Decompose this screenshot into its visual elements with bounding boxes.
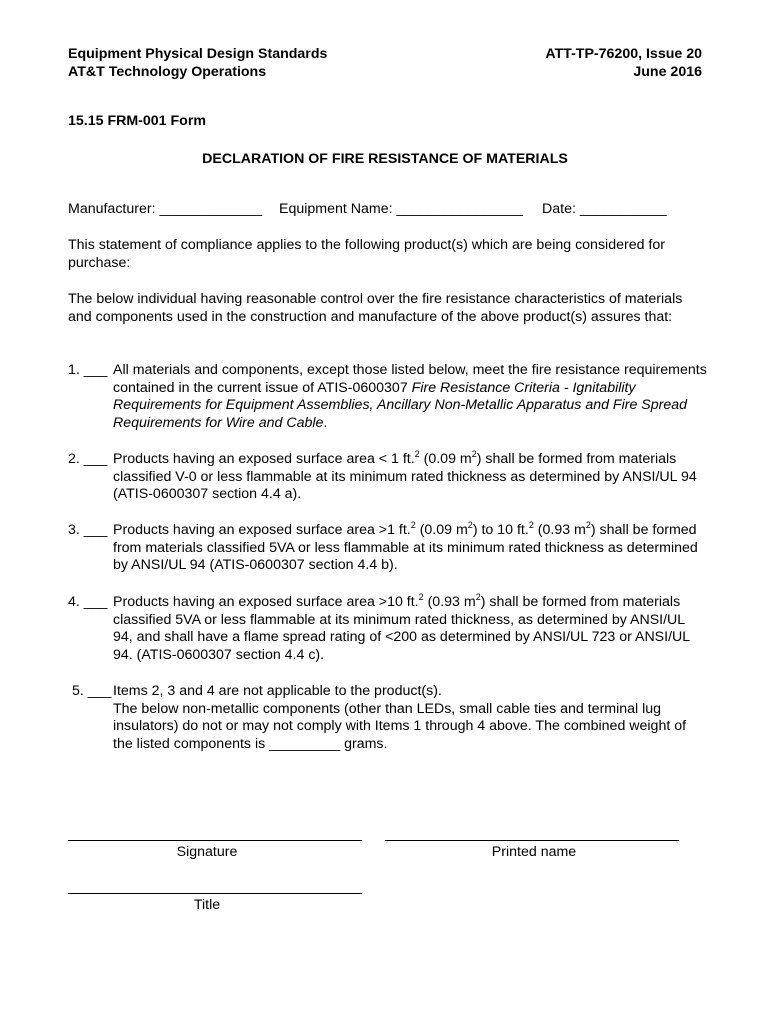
title-label: Title — [193, 897, 221, 913]
item-3-checkbox-line[interactable]: 3. ___ — [68, 522, 108, 538]
printed-name-line[interactable] — [385, 840, 679, 841]
item-2-sup-2: 2 — [471, 449, 477, 459]
item-3-text-c: ) to 10 ft. — [472, 522, 529, 538]
item-5-checkbox-line[interactable]: 5. ___ — [72, 683, 112, 699]
title-line[interactable] — [68, 893, 362, 894]
item-4-sup-1: 2 — [418, 592, 424, 602]
list-item — [68, 522, 708, 575]
list-item — [72, 683, 708, 753]
item-4-checkbox-line[interactable]: 4. ___ — [68, 594, 108, 610]
item-2-text-a: Products having an exposed surface area < 1 ft. — [113, 451, 415, 467]
item-2-sup-1: 2 — [414, 449, 420, 459]
header-doc-number: ATT-TP-76200, Issue 20 — [545, 46, 702, 62]
item-1-checkbox-line[interactable]: 1. ___ — [68, 362, 108, 378]
item-4-text-c: ) shall be formed from materials classified 5VA or less flammable at its minimum rated thickness, as determined by ANSI/UL 94, and shall have a flame spread rating of <200 as determined by ANSI/UL 723 or ANSI/UL 94. (ATIS-0600307 section 4.4 c). — [113, 594, 690, 663]
item-3-sup-2: 2 — [467, 520, 473, 530]
item-1-text: All materials and components, except those listed below, meet the fire resistance requirements contained in the current issue of ATIS-0600307 — [113, 362, 707, 396]
item-4-text-b: (0.93 m — [423, 594, 476, 610]
item-3-text-d: (0.93 m — [533, 522, 586, 538]
list-item — [68, 451, 708, 504]
equipment-name-field[interactable]: Equipment Name: ________________ — [279, 201, 523, 217]
header-org: AT&T Technology Operations — [68, 64, 267, 80]
signature-line[interactable] — [68, 840, 362, 841]
item-4-sup-2: 2 — [475, 592, 481, 602]
signature-label: Signature — [176, 844, 238, 860]
assurance-statement: The below individual having reasonable control over the fire resistance characteristics of materials and components used in the construction and manufacture of the above product(s) assures that: — [68, 291, 683, 325]
item-1-italic-title: Fire Resistance Criteria - Ignitability Requirements for Equipment Assemblies, Ancillary Non-Metallic Apparatus and Fire Spread Requirements for Wire and Cable — [113, 379, 688, 431]
printed-name-label: Printed name — [491, 844, 577, 860]
header-date: June 2016 — [633, 64, 702, 80]
item-2-text-c: ) shall be formed from materials classified V-0 or less flammable at its minimum rated thickness as determined by ANSI/UL 94 (ATIS-0600307 section 4.4 a). — [113, 451, 697, 502]
item-3-sup-4: 2 — [585, 520, 591, 530]
item-3-text-b: (0.09 m — [415, 522, 468, 538]
item-3-sup-1: 2 — [410, 520, 416, 530]
item-1-end: . — [323, 414, 328, 431]
item-3-text-a: Products having an exposed surface area >1 ft. — [113, 522, 411, 538]
list-item — [68, 594, 708, 664]
date-field[interactable]: Date: ___________ — [542, 201, 667, 217]
item-3-sup-3: 2 — [528, 520, 534, 530]
item-3-text-e: ) shall be formed from materials classified 5VA or less flammable at its minimum rated thickness as determined by ANSI/UL 94 (ATIS-0600307 section 4.4 b). — [113, 522, 698, 573]
section-title: 15.15 FRM-001 Form — [68, 113, 206, 129]
item-5-line-2: The below non-metallic components (other than LEDs, small cable ties and terminal lug insulators) do not or may not comply with Items 1 through 4 above. The combined weight of the listed components is _________ grams. — [113, 700, 687, 752]
list-item — [68, 362, 708, 432]
item-2-checkbox-line[interactable]: 2. ___ — [68, 451, 108, 467]
manufacturer-field[interactable]: Manufacturer: _____________ — [68, 201, 263, 217]
item-5-line-1: Items 2, 3 and 4 are not applicable to the product(s). — [113, 683, 442, 699]
item-2-text-b: (0.09 m — [419, 451, 472, 467]
form-title: DECLARATION OF FIRE RESISTANCE OF MATERIALS — [202, 151, 568, 167]
compliance-statement: This statement of compliance applies to the following product(s) which are being considered for purchase: — [68, 237, 665, 271]
item-4-text-a: Products having an exposed surface area >10 ft. — [113, 594, 419, 610]
header-doc-title: Equipment Physical Design Standards — [68, 46, 328, 62]
